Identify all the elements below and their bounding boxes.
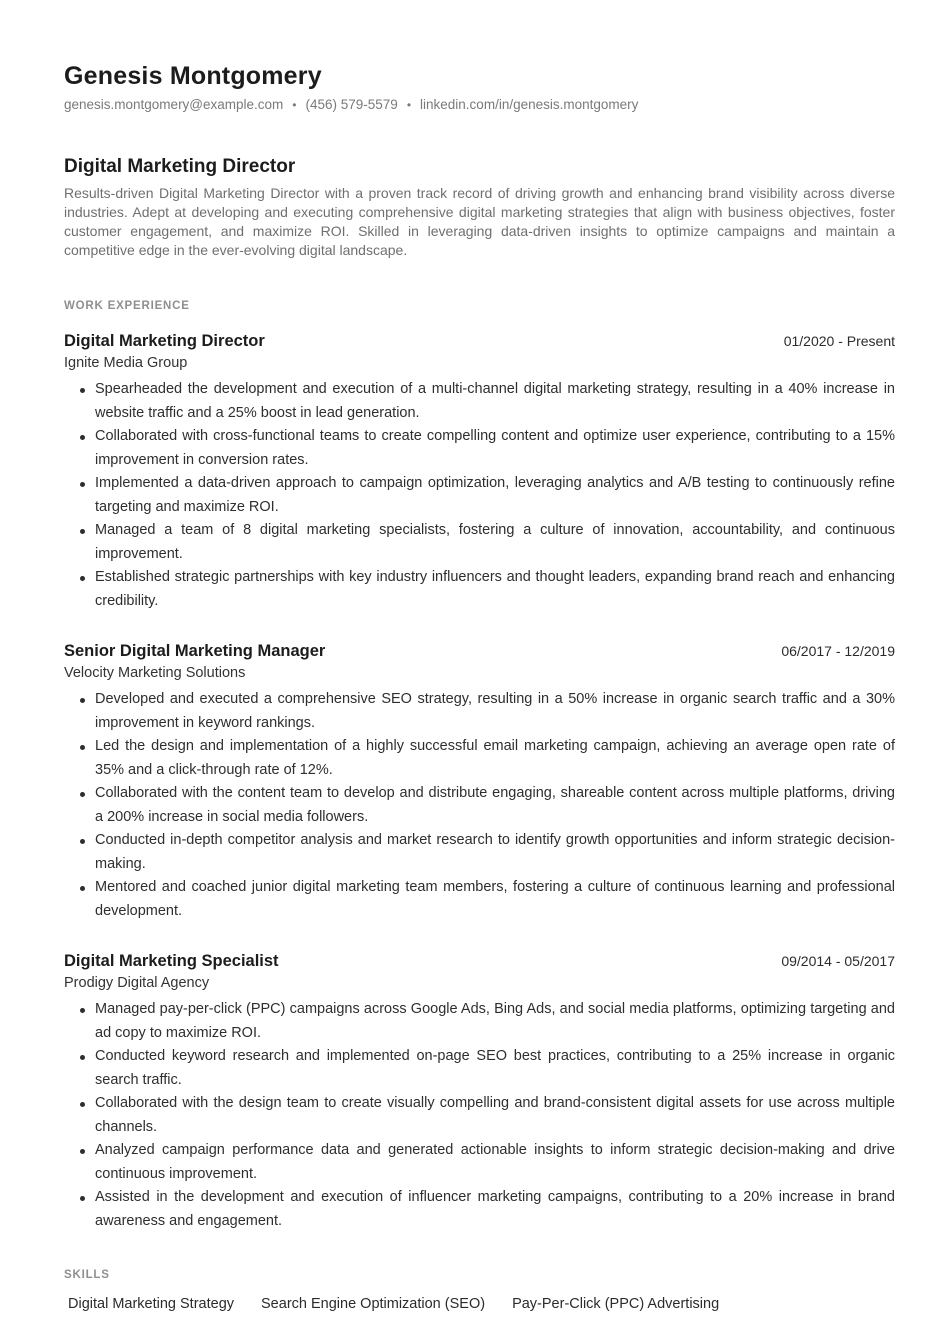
skill-item: Search Engine Optimization (SEO): [261, 1296, 486, 1312]
bullet-item: Collaborated with the design team to create visually compelling and brand-consistent digital assets for use across multiple channels.: [64, 1092, 895, 1139]
contact-linkedin: linkedin.com/in/genesis.montgomery: [420, 97, 639, 112]
bullet-item: Spearheaded the development and execution of a multi-channel digital marketing strategy, resulting in a 40% increase in website traffic and a 25% boost in lead generation.: [64, 378, 895, 425]
job-company: Prodigy Digital Agency: [64, 975, 210, 991]
job-entry: [64, 952, 895, 1233]
job-title: Digital Marketing Specialist: [64, 952, 279, 970]
bullet-item: Collaborated with cross-functional teams to create compelling content and optimize user experience, contributing to a 15% improvement in conversion rates.: [64, 425, 895, 472]
job-header: [64, 952, 895, 971]
skills-list: [64, 1296, 895, 1312]
work-experience-section: [64, 300, 895, 1233]
job-entry: [64, 332, 895, 613]
bullet-item: Established strategic partnerships with key industry influencers and thought leaders, expanding brand reach and enhancing credibility.: [64, 566, 895, 613]
bullet-item: Assisted in the development and execution of influencer marketing campaigns, contributing to a 20% increase in brand awareness and engagement.: [64, 1186, 895, 1233]
job-company: Ignite Media Group: [64, 355, 188, 371]
resume-header: [64, 62, 895, 112]
bullet-item: Managed pay-per-click (PPC) campaigns across Google Ads, Bing Ads, and social media platforms, optimizing targeting and ad copy to maximize ROI.: [64, 998, 895, 1045]
section-label-skills: SKILLS: [64, 1269, 110, 1281]
job-header: [64, 642, 895, 661]
job-company: Velocity Marketing Solutions: [64, 665, 246, 681]
summary-text: Results-driven Digital Marketing Director with a proven track record of driving growth and enhancing brand visibility across diverse industries. Adept at developing and executing comprehensive digital marketing strategies that align with business objectives, foster customer engagement, and maximize ROI. Skilled in leveraging data-driven insights to optimize campaigns and maintain a competitive edge in the ever-evolving digital landscape.: [64, 185, 895, 258]
job-title: Digital Marketing Director: [64, 332, 265, 350]
contact-phone: (456) 579-5579: [305, 97, 398, 112]
person-name: Genesis Montgomery: [64, 62, 322, 90]
bullet-item: Analyzed campaign performance data and generated actionable insights to inform strategic decision-making and drive continuous improvement.: [64, 1139, 895, 1186]
job-header: [64, 332, 895, 351]
contact-separator: •: [292, 98, 297, 112]
job-bullets: [64, 378, 895, 613]
bullet-item: Developed and executed a comprehensive SEO strategy, resulting in a 50% increase in organic search traffic and a 30% improvement in keyword rankings.: [64, 688, 895, 735]
skill-item: Pay-Per-Click (PPC) Advertising: [512, 1296, 720, 1312]
contact-separator: •: [406, 98, 412, 112]
skill-item: Digital Marketing Strategy: [68, 1296, 235, 1312]
bullet-item: Implemented a data-driven approach to campaign optimization, leveraging analytics and A/B testing to continuously refine targeting and maximize ROI.: [64, 472, 895, 519]
bullet-item: Collaborated with the content team to develop and distribute engaging, shareable content across multiple platforms, driving a 200% increase in social media followers.: [64, 782, 895, 829]
contact-email: genesis.montgomery@example.com: [64, 97, 284, 112]
bullet-item: Managed a team of 8 digital marketing specialists, fostering a culture of innovation, accountability, and continuous improvement.: [64, 519, 895, 566]
job-bullets: [64, 998, 895, 1233]
contact-line: [64, 97, 895, 112]
job-entry: [64, 642, 895, 923]
bullet-item: Mentored and coached junior digital marketing team members, fostering a culture of continuous learning and professional development.: [64, 876, 895, 923]
job-title: Senior Digital Marketing Manager: [64, 642, 326, 660]
skills-section: [64, 1269, 895, 1312]
bullet-item: Led the design and implementation of a highly successful email marketing campaign, achieving an average open rate of 35% and a click-through rate of 12%.: [64, 735, 895, 782]
job-dates: 06/2017 - 12/2019: [781, 643, 895, 659]
job-dates: 01/2020 - Present: [783, 333, 895, 349]
job-bullets: [64, 688, 895, 923]
bullet-item: Conducted keyword research and implemented on-page SEO best practices, contributing to a 25% increase in organic search traffic.: [64, 1045, 895, 1092]
section-label-work-experience: WORK EXPERIENCE: [64, 300, 190, 312]
summary-title: Digital Marketing Director: [64, 156, 296, 177]
bullet-item: Conducted in-depth competitor analysis and market research to identify growth opportunities and inform strategic decision-making.: [64, 829, 895, 876]
job-dates: 09/2014 - 05/2017: [781, 953, 895, 969]
summary-section: [64, 156, 895, 260]
